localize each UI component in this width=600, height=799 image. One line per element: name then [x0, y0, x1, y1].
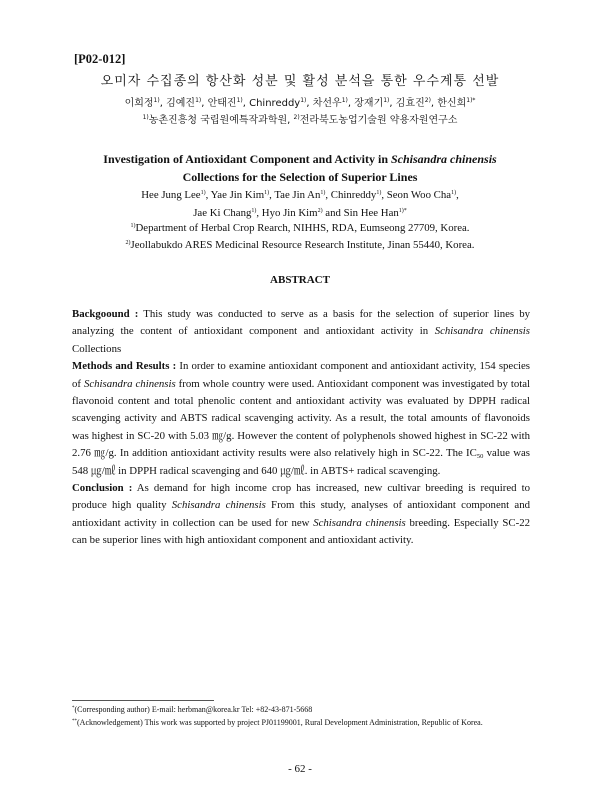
abstract-heading: ABSTRACT — [270, 274, 330, 286]
korean-title: 오미자 수집종의 항산화 성분 및 활성 분석을 통한 우수계통 선발 — [100, 74, 500, 89]
english-title: Investigation of Antioxidant Component and Activity in Schisandra chinensis Collections for the Selection of Superior Lines — [103, 152, 497, 184]
english-authors: Hee Jung Lee$^{1)}$, Yae Jin Kim$^{1)}$, Tae Jin An$^{1)}$, Chinreddy$^{1)}$, Seon Woo Cha$^{1)}$, Jae Ki Chang$^{1)}$, Hyo Jin Kim$^{2)}$ and Sin Hee Han$^{1)*}$ — [141, 189, 459, 219]
abstract-body — [72, 306, 530, 550]
affiliation-1: $^{1)}$Department of Herbal Crop Rearch, NIHHS, RDA, Eumseong 27709, Korea. — [130, 222, 470, 234]
background-paragraph: Backgoound : This study was conducted to serve as a basis for the selection of superior lines by analyzing the content of antioxidant component and antioxidant activity in Schisandra chinensis Collections — [72, 308, 530, 355]
footnote-acknowledgement: **(Acknowledgement) This work was supported by project PJ01199001, Rural Development Administration, Republic of Korea. — [72, 718, 483, 727]
methods-paragraph: Methods and Results : In order to examine antioxidant component and antioxidant activity, 154 species of Schisandra chinensis from whole country were used. Antioxidant component was investigated by total flavonoid content and total phenolic content and antioxidant activity was evaluated by DPPH radical scavenging activity and ABTS radical scavenging activity. As a result, the total amounts of flavonoids was highest in SC-20 with 5.03 ㎎/g. However the content of polyphenols showed highest in SC-22 with 2.76 ㎎/g. In addition antioxidant activity results were also relatively high in SC-22. The IC50 value was 548 ㎍/㎖ in DPPH radical scavenging and 640 ㎍/㎖. in ABTS+ radical scavenging. — [72, 360, 531, 477]
page-number: - 62 - — [288, 763, 312, 775]
footnote-corresponding: *(Corresponding author) E-mail: herbman@korea.kr Tel: +82-43-871-5668 — [72, 705, 313, 714]
english-affiliations — [0, 220, 600, 254]
footnote-rule — [72, 700, 214, 701]
footnotes — [72, 703, 530, 729]
affiliation-2: $^{2)}$Jeollabukdo ARES Medicinal Resource Research Institute, Jinan 55440, Korea. — [125, 239, 475, 251]
korean-affiliations: $^{1)}$농촌진흥청 국립원예특작과학원, $^{2)}$전라북도농업기술원 약용자원연구소 — [142, 114, 458, 126]
paper-code: [P02-012] — [74, 52, 126, 66]
conclusion-paragraph: Conclusion : As demand for high income crop has increased, new cultivar breeding is required to produce high quality Schisandra chinensis From this study, analyses of antioxidant component and antioxidant activity in collection can be used for new Schisandra chinensis breeding. Especially SC-22 can be superior lines with high antioxidant component and antioxidant activity. — [72, 482, 531, 547]
korean-authors: 이희정$^{1)}$, 김예진$^{1)}$, 안태진$^{1)}$, Chinreddy$^{1)}$, 차선우$^{1)}$, 장재기$^{1)}$, 김효진$^{2)}$, 한신희$^{1)*}$ — [124, 97, 476, 109]
